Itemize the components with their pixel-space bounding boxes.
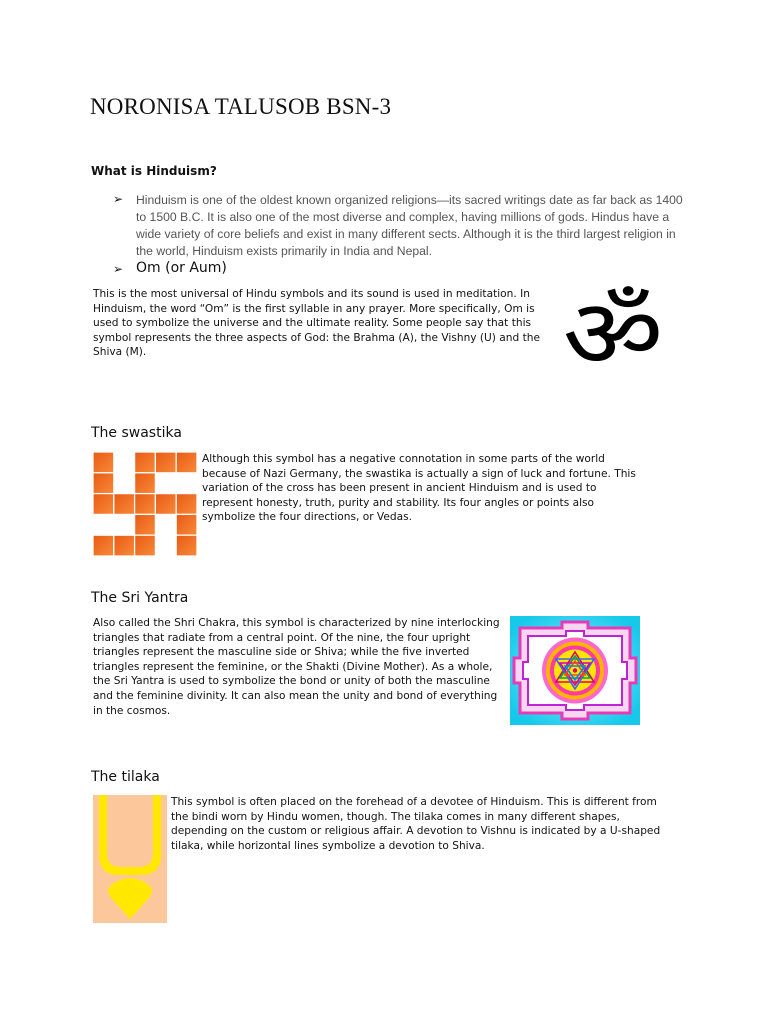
om-symbol-image [552,278,674,390]
intro-paragraph: Hinduism is one of the oldest known organized religions—its sacred writings date as far back as 1400 to 1500 B.C. It is also one of the most diverse and complex, having millions of gods. Hindus have a wide variety of core beliefs and exist in many different sects. Although it is the third largest religion in the world, Hinduism exists primarily in India and Nepal. [136,193,683,258]
swastika-heading: The swastika [91,425,182,441]
section-heading-what-is-hinduism: What is Hinduism? [91,164,217,178]
om-icon: ॐ [562,278,664,390]
sri-yantra-paragraph: Also called the Shri Chakra, this symbol is characterized by nine interlocking triangles that radiate from a central point. Of the nine, the four upright triangles represent the masculine side or Shiva; while the five inverted triangles represent the feminine, or the Shakti (Divine Mother). As a whole, the Sri Yantra is used to symbolize the bond or unity of both the masculine and the feminine divinity. It can also mean the unity and bond of everything in the cosmos. [93,617,500,717]
swastika-paragraph: Although this symbol has a negative connotation in some parts of the world because of Nazi Germany, the swastika is actually a sign of luck and fortune. This variation of the cross has been present in ancient Hinduism and is used to represent honesty, truth, purity and stability. Its four angles or points also symbolize the four directions, or Vedas. [202,453,636,524]
document-title: NORONISA TALUSOB BSN-3 [90,94,392,119]
tilaka-paragraph: This symbol is often placed on the forehead of a devotee of Hinduism. This is different from the bindi worn by Hindu women, though. The tilaka comes in many different shapes, depending on the custom or religious affair. A devotion to Vishnu is indicated by a U-shaped tilaka, while horizontal lines symbolize a devotion to Shiva. [171,796,661,852]
bullet-arrow-icon: ➢ [113,262,124,276]
swastika-icon [93,452,197,556]
sri-yantra-heading: The Sri Yantra [91,590,189,606]
om-heading: Om (or Aum) [136,260,227,276]
sri-yantra-image [510,616,640,725]
swastika-image [93,452,197,556]
om-paragraph: This is the most universal of Hindu symbols and its sound is used in meditation. In Hinduism, the word “Om” is the first syllable in any prayer. More specifically, Om is used to symbolize the universe and the ultimate reality. Some people say that this symbol represents the three aspects of God: the Brahma (A), the Vishny (U) and the Shiva (M). [93,288,540,359]
sri-yantra-icon [510,616,640,725]
tilaka-icon [93,795,167,923]
tilaka-image [93,795,167,923]
bullet-arrow-icon: ➢ [113,192,124,206]
tilaka-heading: The tilaka [91,769,160,785]
